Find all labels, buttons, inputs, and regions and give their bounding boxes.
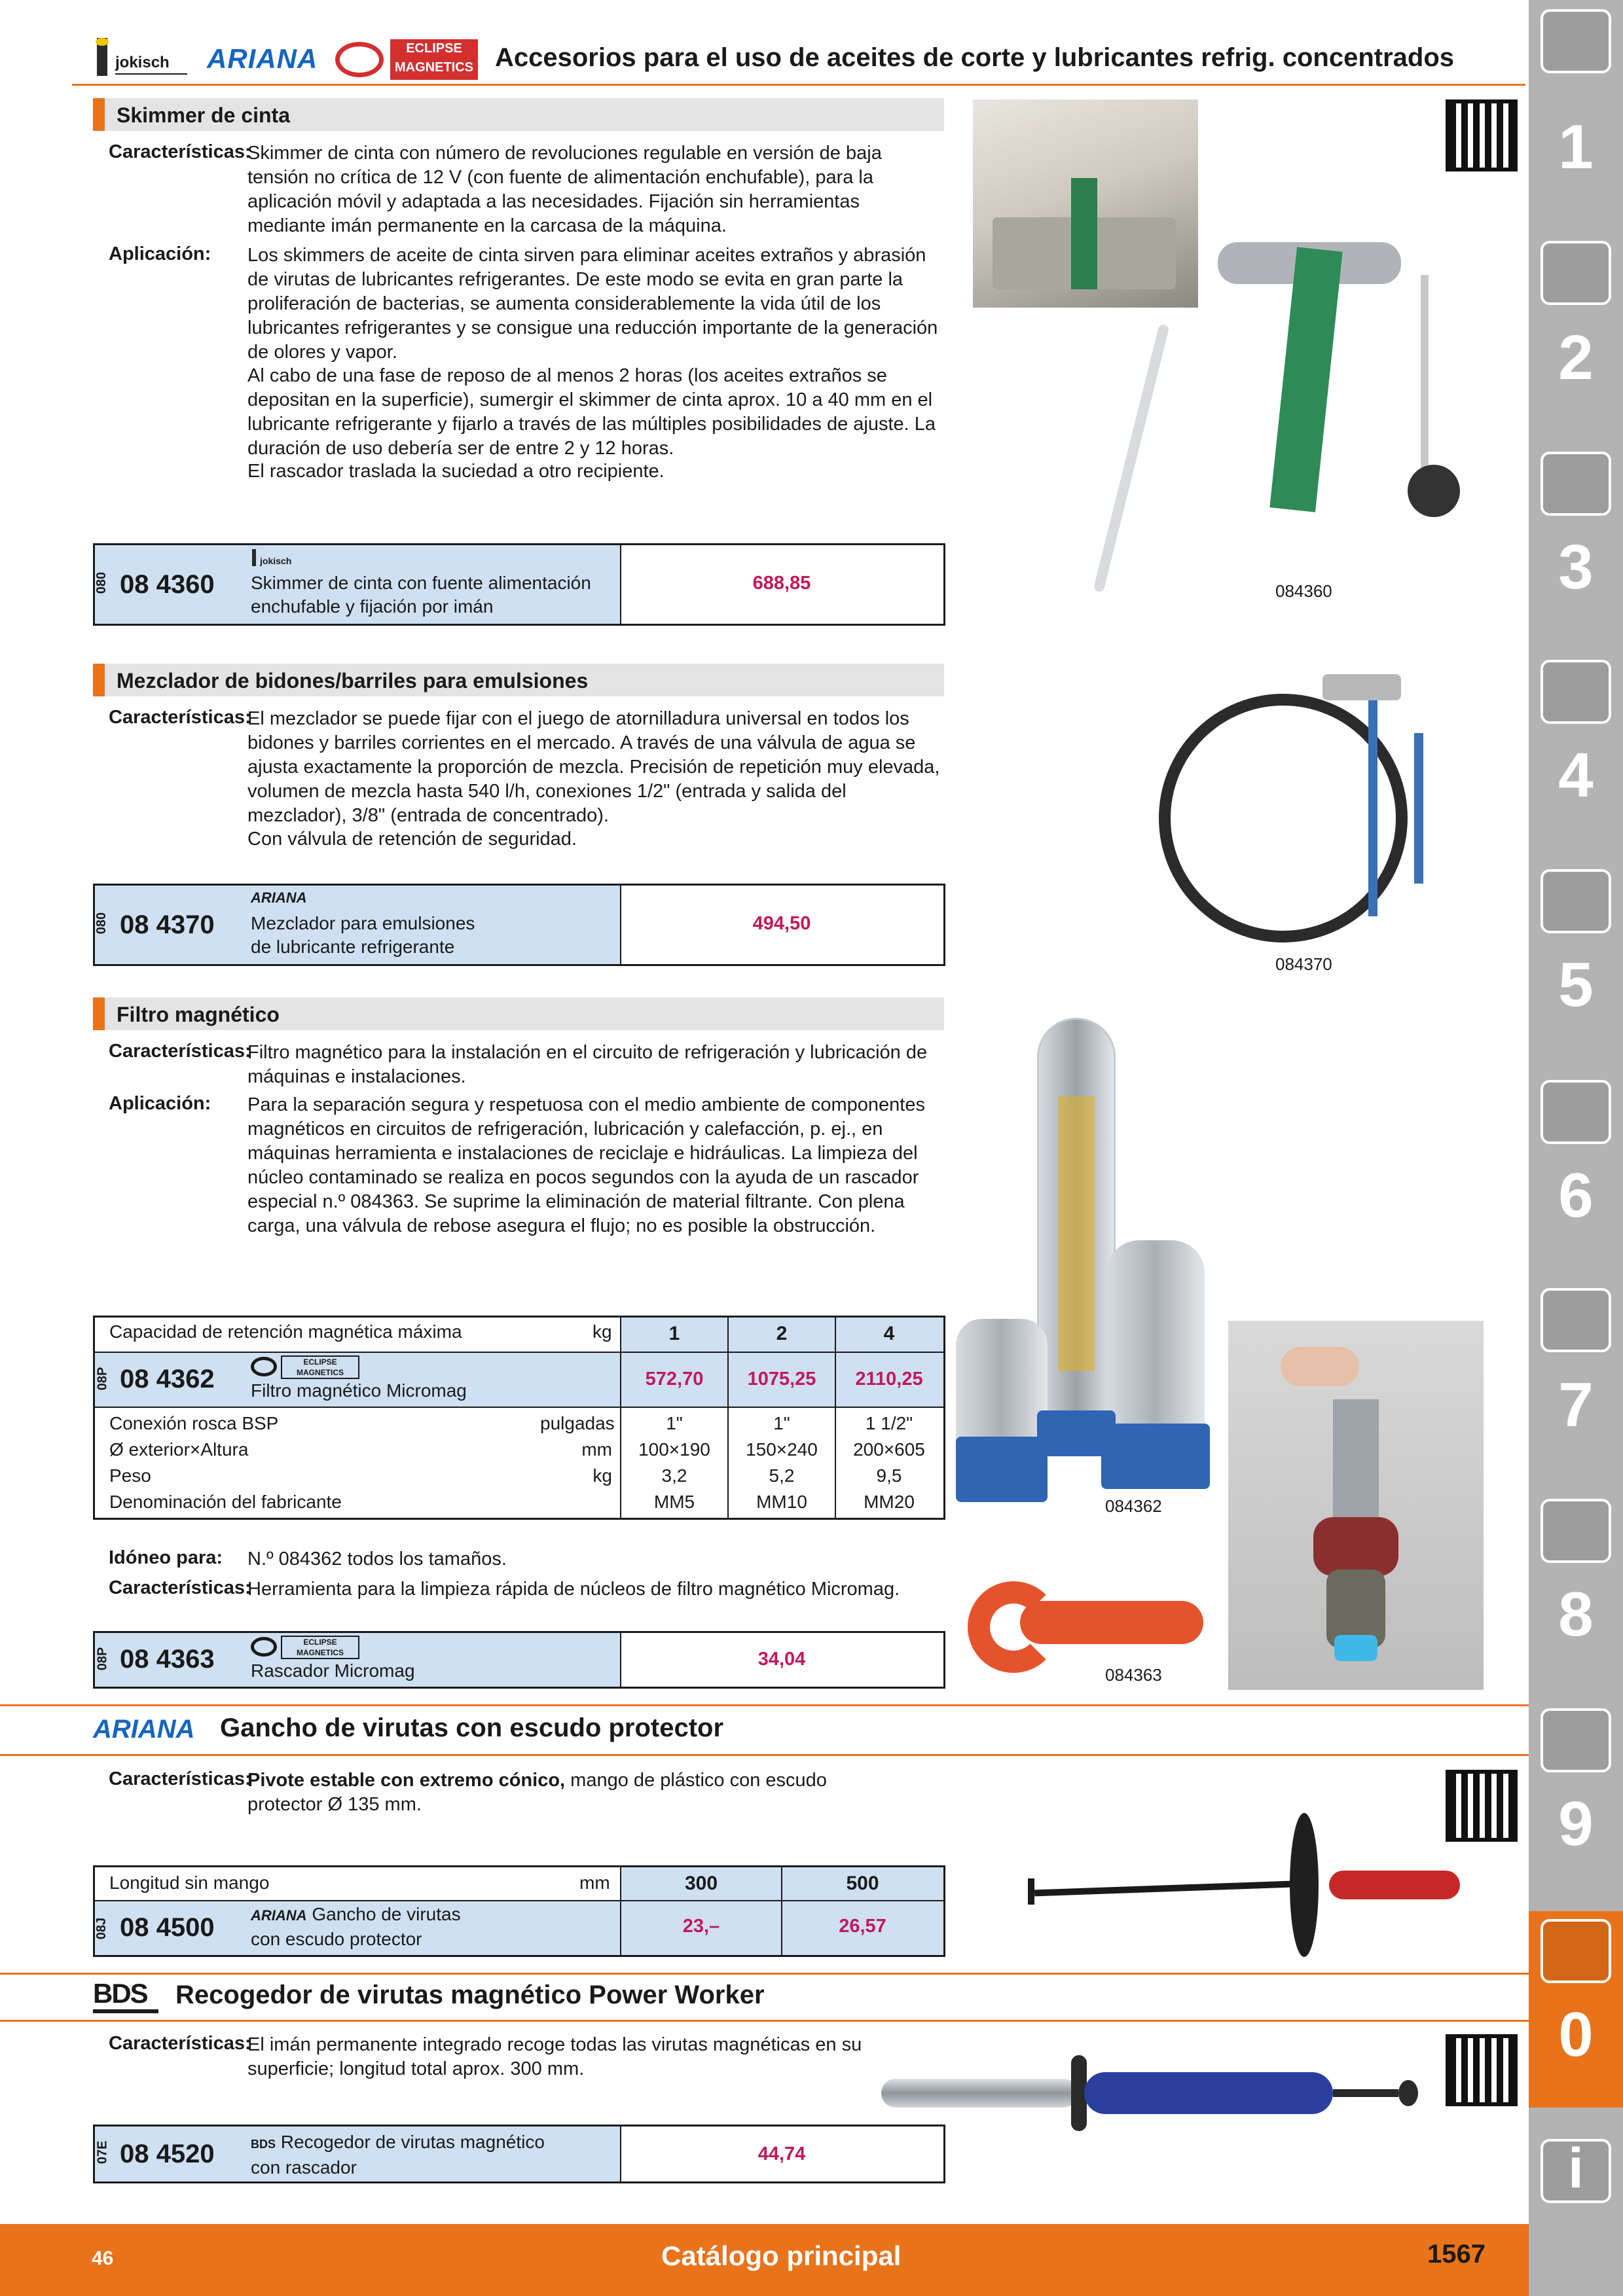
price: 34,04 [757, 1649, 806, 1670]
supplier-code: 080 [94, 912, 109, 935]
section-divider [0, 1754, 1529, 1756]
qr-code[interactable] [1446, 1770, 1518, 1842]
product-description: Rascador Micromag [251, 1660, 415, 1681]
features-text: El imán permanente integrado recoge todas las virutas magnéticas en su superficie; longitud total aprox. 300 mm. [247, 2034, 862, 2079]
tab-3[interactable]: 3 [1558, 532, 1594, 602]
order-table-hook: Longitud sin mango mm 300 500 08J 08 4500 ARIANA Gancho de virutas con escudo protector 23,– 26,57 [93, 1865, 945, 1957]
features-text: Filtro magnético para la instalación en el circuito de refrigeración y lubricación de máquinas e instalaciones. [247, 1042, 928, 1087]
image-caption: 084360 [1275, 581, 1332, 601]
supplier-code: 080 [94, 571, 109, 594]
section-title: Mezclador de bidones/barriles para emulsiones [117, 669, 589, 692]
supplier-code: 08P [95, 1647, 110, 1671]
product-description: Mezclador para emulsiones de lubricante refrigerante [251, 913, 475, 957]
magnetic-collector-photo [881, 2042, 1425, 2147]
tab-9[interactable]: 9 [1558, 1789, 1594, 1859]
price: 2110,25 [855, 1369, 923, 1390]
safety-gear-icon[interactable] [1541, 1919, 1611, 1983]
section-divider [0, 1704, 1529, 1706]
wrench-icon[interactable] [1541, 1080, 1611, 1144]
section-bar-filter [93, 997, 944, 1030]
article-number[interactable]: 08 4370 [120, 910, 215, 939]
application-text-2: Al cabo de una fase de reposo de al menos 2 horas (los aceites extraños se depositan en la superficie), sumergir el skimmer de cinta aprox. 10 a 40 mm en el lubricante refrigerante y fijarlo a través de las múltiples posibilidades de ajuste. La duración de uso debería ser de entre 2 y 12 horas. [247, 365, 936, 459]
chip-hook-photo [1028, 1806, 1486, 1964]
features-label: Características: [109, 2033, 251, 2054]
supplier-code: 08J [94, 1917, 109, 1940]
features-text: Skimmer de cinta con número de revoluciones regulable en versión de baja tensión no crítica de 12 V (con fuente de alimentación enchufable), para la aplicación móvil y adaptada a las necesidades. Fijación sin herramientas mediante imán permanente en la carcasa de la máquina. [247, 143, 882, 236]
product-description: ARIANA Gancho de virutas con escudo protector [251, 1904, 461, 1949]
application-text: Los skimmers de aceite de cinta sirven para eliminar aceites extraños y abrasión de virutas de lubricantes refrigerantes. De este modo se evita en gran parte la proliferación de bacterias, se aumenta considerablemente la vida útil de los lubricantes refrigerantes y se consigue una reducción importante de la generación de olores y vapor. [247, 245, 938, 363]
features-text: Pivote estable con extremo cónico, mango de plástico con escudo protector Ø 135 mm. [247, 1770, 827, 1815]
supplier-code: 07E [95, 2140, 110, 2164]
features-label: Características: [109, 141, 251, 162]
product-description: Filtro magnético Micromag [251, 1380, 467, 1401]
bds-mini-logo: BDS [251, 2138, 276, 2151]
filter-spec-table: Capacidad de retención magnética máxima kg 1 2 4 08P 08 4362 ECLIPSE MAGNETICS Filtro magnético Micromag 572,70 1075,25 2110,25 Conexión rosca BSP pulgadas 1" 1" 1 1/2" Ø exterior×Altura mm 100×190 150×240 200×605 Peso kg 3,2 5,2 9,5 Denominación del fabricante MM5 MM10 MM20 [93, 1316, 945, 1520]
ariana-logo: ARIANA [93, 1715, 195, 1744]
supplier-code: 08P [95, 1367, 110, 1391]
tab-info[interactable]: i [1568, 2137, 1584, 2200]
chapter-sidebar [1529, 0, 1623, 2296]
skimmer-product-photo [1113, 223, 1453, 589]
image-caption: 084363 [1105, 1665, 1162, 1685]
application-text-3: El rascador traslada la suciedad a otro recipiente. [247, 461, 665, 482]
section-divider [0, 2020, 1529, 2022]
drill-icon[interactable] [1541, 9, 1611, 73]
features-text-2: Con válvula de retención de seguridad. [247, 829, 577, 850]
magnetic-filter-photo [956, 1018, 1205, 1515]
price: 44,74 [757, 2144, 806, 2164]
page-title: Accesorios para el uso de aceites de corte y lubricantes refrig. concentrados [495, 43, 1454, 72]
application-label: Aplicación: [109, 243, 211, 264]
suitable-label: Idóneo para: [109, 1547, 223, 1568]
jokisch-logo: jokisch [92, 38, 190, 77]
qr-code[interactable] [1446, 2034, 1518, 2106]
tab-5[interactable]: 5 [1558, 950, 1594, 1020]
ariana-logo: ARIANA [207, 43, 318, 74]
len-label: Longitud sin mango [109, 1873, 270, 1893]
order-table-skimmer: 080 08 4360 jokisch Skimmer de cinta con fuente alimentación enchufable y fijación por imán 688,85 [93, 543, 945, 626]
product-description: Skimmer de cinta con fuente alimentación enchufable y fijación por imán [251, 573, 591, 617]
tab-4[interactable]: 4 [1558, 740, 1594, 810]
features-label: Características: [109, 1577, 251, 1598]
header [0, 0, 1529, 88]
article-number[interactable]: 08 4520 [120, 2140, 215, 2168]
product-description: BDS Recogedor de virutas magnético con rascador [251, 2132, 545, 2178]
order-table-mixer [93, 884, 945, 966]
header-divider [72, 84, 1525, 86]
article-number[interactable]: 08 4360 [120, 570, 215, 599]
section-title: Filtro magnético [117, 1003, 280, 1026]
price: 23,– [682, 1916, 720, 1937]
features-label: Características: [109, 1041, 251, 1062]
price: 26,57 [839, 1916, 886, 1937]
page-number-left: 46 [92, 2248, 114, 2269]
features-text: Herramienta para la limpieza rápida de núcleos de filtro magnético Micromag. [247, 1579, 900, 1600]
article-number[interactable]: 08 4362 [120, 1365, 215, 1393]
eclipse-mini-logo: ECLIPSE MAGNETICS [251, 1636, 362, 1659]
article-number[interactable]: 08 4500 [120, 1913, 215, 1942]
section-title: Gancho de virutas con escudo protector [220, 1713, 724, 1742]
features-label: Características: [109, 1768, 251, 1789]
application-label: Aplicación: [109, 1093, 211, 1114]
tool-cabinet-icon[interactable] [1541, 1708, 1611, 1772]
eclipse-logo: ECLIPSE MAGNETICS [335, 39, 479, 80]
tab-2[interactable]: 2 [1558, 323, 1594, 393]
section-bar-mixer [93, 664, 944, 696]
price: 688,85 [752, 573, 811, 594]
saw-disc-icon[interactable] [1541, 869, 1611, 933]
qr-code[interactable] [1446, 99, 1518, 171]
pliers-icon[interactable] [1541, 1288, 1611, 1352]
tab-8[interactable]: 8 [1558, 1579, 1594, 1649]
bds-logo: BDS [93, 1978, 158, 2015]
section-divider [0, 1973, 1529, 1975]
eclipse-mini-logo: ECLIPSE MAGNETICS [251, 1355, 362, 1379]
tab-6[interactable]: 6 [1558, 1160, 1594, 1230]
tab-1[interactable]: 1 [1558, 112, 1594, 182]
scraper-photo [968, 1581, 1210, 1673]
section-title: Recogedor de virutas magnético Power Worker [175, 1981, 765, 2009]
application-text: Para la separación segura y respetuosa con el medio ambiente de componentes magnéticos en circuitos de refrigeración, lubricación y calefacción, p. ej., en máquinas herramienta e instalaciones de reciclaje e hidráulicas. La limpieza del núcleo contaminado se realiza en pocos segundos con la ayuda de un rascador especial n.º 084363. Se suprime la eliminación de material filtrante. Con plena carga, una válvula de rebose asegura el flujo; no es posible la obstrucción. [247, 1094, 925, 1236]
section-title: Skimmer de cinta [117, 103, 290, 127]
section-bar-skimmer [93, 98, 944, 131]
suitable-text: N.º 084362 todos los tamaños. [247, 1549, 507, 1570]
price: 494,50 [752, 913, 811, 934]
image-caption: 084362 [1105, 1496, 1162, 1516]
article-number[interactable]: 08 4363 [120, 1645, 215, 1674]
tab-7[interactable]: 7 [1558, 1370, 1594, 1440]
image-caption: 084370 [1275, 954, 1332, 974]
price: 1075,25 [747, 1369, 816, 1390]
page-number-right: 1567 [1427, 2240, 1486, 2269]
order-table-collector [93, 2125, 945, 2183]
features-label: Características: [109, 707, 251, 728]
tab-0[interactable]: 0 [1558, 2000, 1594, 2070]
insert-icon[interactable] [1541, 241, 1611, 305]
features-text: El mezclador se puede fijar con el juego de atornilladura universal en todos los bidones y barriles corrientes en el mercado. A través de una válvula de agua se ajusta exactamente la proporción de mezcla. Precisión de repetición muy elevada, volumen de mezcla hasta 540 l/h, conexiones 1/2" (entrada y salida del mezclador), 3/8" (entrada de concentrado). [247, 708, 940, 826]
price: 572,70 [645, 1369, 704, 1390]
order-table-scraper [93, 1631, 945, 1689]
ariana-mini-logo: ARIANA [251, 889, 307, 906]
ariana-mini-logo: ARIANA [251, 1907, 307, 1924]
mixer-product-photo [1152, 668, 1480, 956]
toolset-icon[interactable] [1541, 1499, 1611, 1563]
caliper-icon[interactable] [1541, 660, 1611, 724]
tap-icon[interactable] [1541, 452, 1611, 516]
filter-cleaning-photo [1228, 1321, 1484, 1690]
footer-title: Catálogo principal [661, 2240, 902, 2271]
